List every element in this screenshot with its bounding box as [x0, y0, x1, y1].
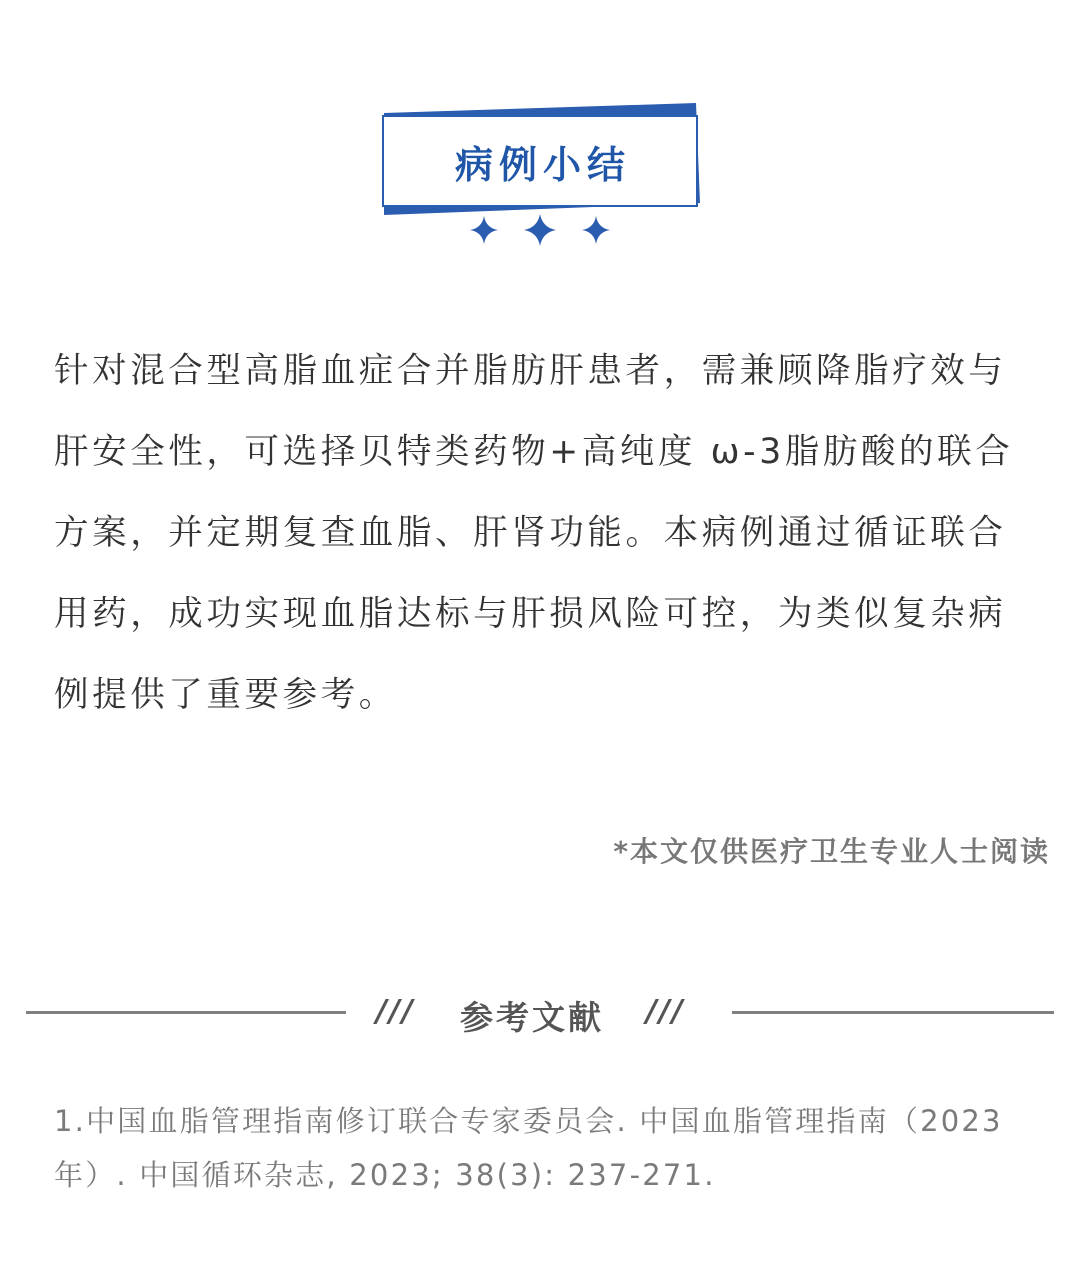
summary-paragraph: 针对混合型高脂血症合并脂肪肝患者，需兼顾降脂疗效与肝安全性，可选择贝特类药物+高纯度 ω-3脂肪酸的联合方案，并定期复查血脂、肝肾功能。本病例通过循证联合用药，成功实现血脂达标与肝损风险可控，为类似复杂病例提供了重要参考。	[54, 351, 1014, 715]
divider-line-left	[26, 1011, 346, 1014]
section-title: 病例小结	[454, 142, 631, 187]
reference-item: 1.中国血脂管理指南修订联合专家委员会. 中国血脂管理指南（2023年）. 中国循环杂志, 2023; 38(3): 237-271.	[54, 1104, 1003, 1192]
section-title-badge	[382, 103, 700, 215]
four-point-star-icon	[582, 216, 610, 244]
slash-decoration-right: ///	[646, 994, 685, 1029]
disclaimer-note: *本文仅供医疗卫生专业人士阅读	[613, 835, 1050, 868]
references-header	[26, 990, 1054, 1040]
divider-line-right	[732, 1011, 1054, 1014]
references-heading: 参考文献	[460, 998, 604, 1037]
slash-decoration-left: ///	[376, 994, 415, 1029]
title-box	[382, 115, 698, 207]
four-point-star-icon	[470, 216, 498, 244]
decorative-stars	[468, 214, 614, 246]
four-point-star-icon	[524, 214, 556, 246]
